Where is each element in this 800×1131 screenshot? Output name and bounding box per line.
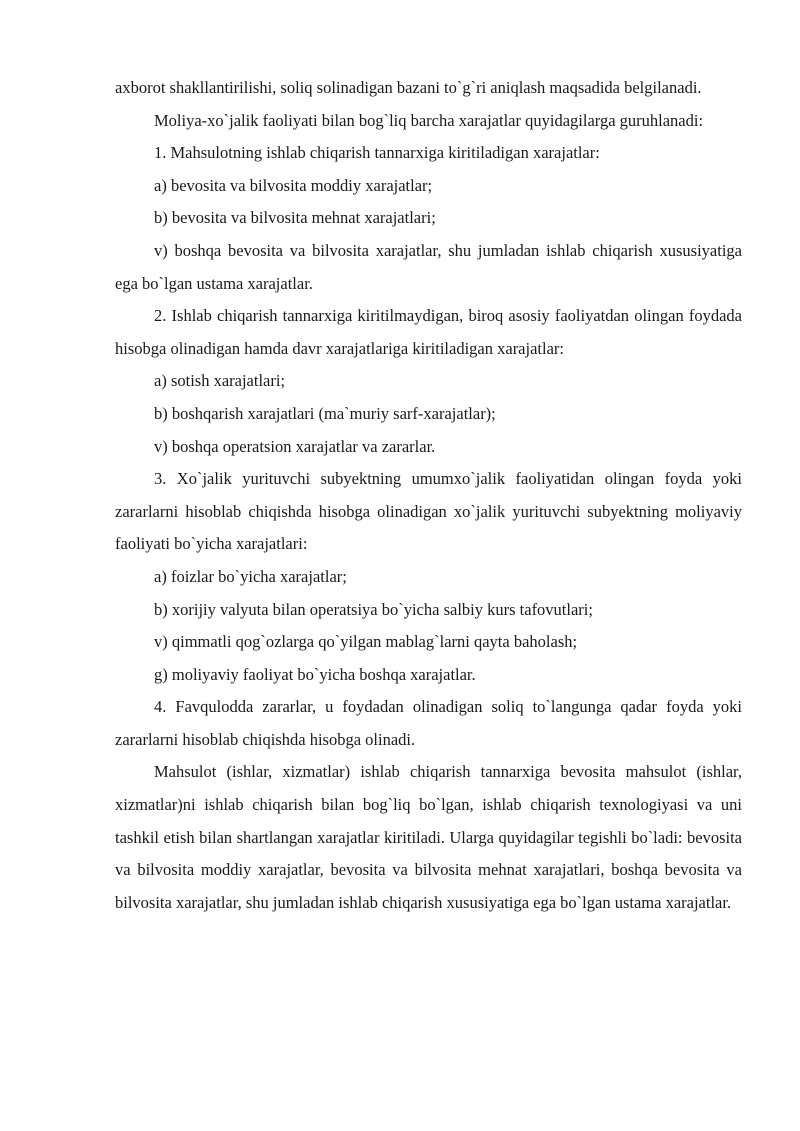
list-item-3b: b) xorijiy valyuta bilan operatsiya bo`yicha salbiy kurs tafovutlari; [154, 599, 593, 619]
list-heading-1: 1. Mahsulotning ishlab chiqarish tannarxiga kiritiladigan xarajatlar: [154, 143, 600, 163]
list-item-1b: b) bevosita va bilvosita mehnat xarajatlari; [154, 208, 436, 228]
paragraph-continuation: axborot shakllantirilishi, soliq solinadigan bazani to`g`ri aniqlash maqsadida belgilanadi. [115, 78, 702, 97]
list-item-1v: v) boshqa bevosita va bilvosita xarajatlar, shu jumladan ishlab chiqarish xususiyatiga ega bo`lgan ustama xarajatlar. [115, 240, 742, 293]
list-heading-3: 3. Xo`jalik yurituvchi subyektning umumxo`jalik faoliyatidan olingan foyda yoki zararlarni hisoblab chiqishda hisobga olinadigan xo`jalik yurituvchi subyektning moliyaviy faoliyati bo`yicha xarajatlari: [115, 469, 742, 554]
document-page [115, 72, 742, 919]
list-item-3g: g) moliyaviy faoliyat bo`yicha boshqa xarajatlar. [154, 664, 476, 684]
paragraph-production-cost: Mahsulot (ishlar, xizmatlar) ishlab chiqarish tannarxiga bevosita mahsulot (ishlar, xizmatlar)ni ishlab chiqarish bilan bog`liq bo`lgan, ishlab chiqarish texnologiyasi va uni tashkil etish bilan shartlangan xarajatlar kiritiladi. Ularga quyidagilar tegishli bo`ladi: bevosita va bilvosita moddiy xarajatlar, bevosita va bilvosita mehnat xarajatlari, boshqa bevosita va bilvosita xarajatlar, shu jumladan ishlab chiqarish xususiyatiga ega bo`lgan ustama xarajatlar. [115, 762, 742, 912]
paragraph-grouping-intro: Moliya-xo`jalik faoliyati bilan bog`liq barcha xarajatlar quyidagilarga guruhlanadi: [154, 110, 704, 130]
list-item-1a: a) bevosita va bilvosita moddiy xarajatlar; [154, 175, 433, 195]
list-item-2b: b) boshqarish xarajatlari (ma`muriy sarf-xarajatlar); [154, 403, 496, 423]
list-item-2a: a) sotish xarajatlari; [154, 371, 286, 391]
list-item-3a: a) foizlar bo`yicha xarajatlar; [154, 566, 347, 586]
list-item-2v: v) boshqa operatsion xarajatlar va zararlar. [154, 436, 436, 456]
list-item-3v: v) qimmatli qog`ozlarga qo`yilgan mablag`larni qayta baholash; [154, 632, 578, 652]
list-heading-4: 4. Favqulodda zararlar, u foydadan olinadigan soliq to`langunga qadar foyda yoki zararlarni hisoblab chiqishda hisobga olinadi. [115, 697, 742, 749]
list-heading-2: 2. Ishlab chiqarish tannarxiga kiritilmaydigan, biroq asosiy faoliyatdan olingan foydada hisobga olinadigan hamda davr xarajatlariga kiritiladigan xarajatlar: [115, 306, 742, 358]
